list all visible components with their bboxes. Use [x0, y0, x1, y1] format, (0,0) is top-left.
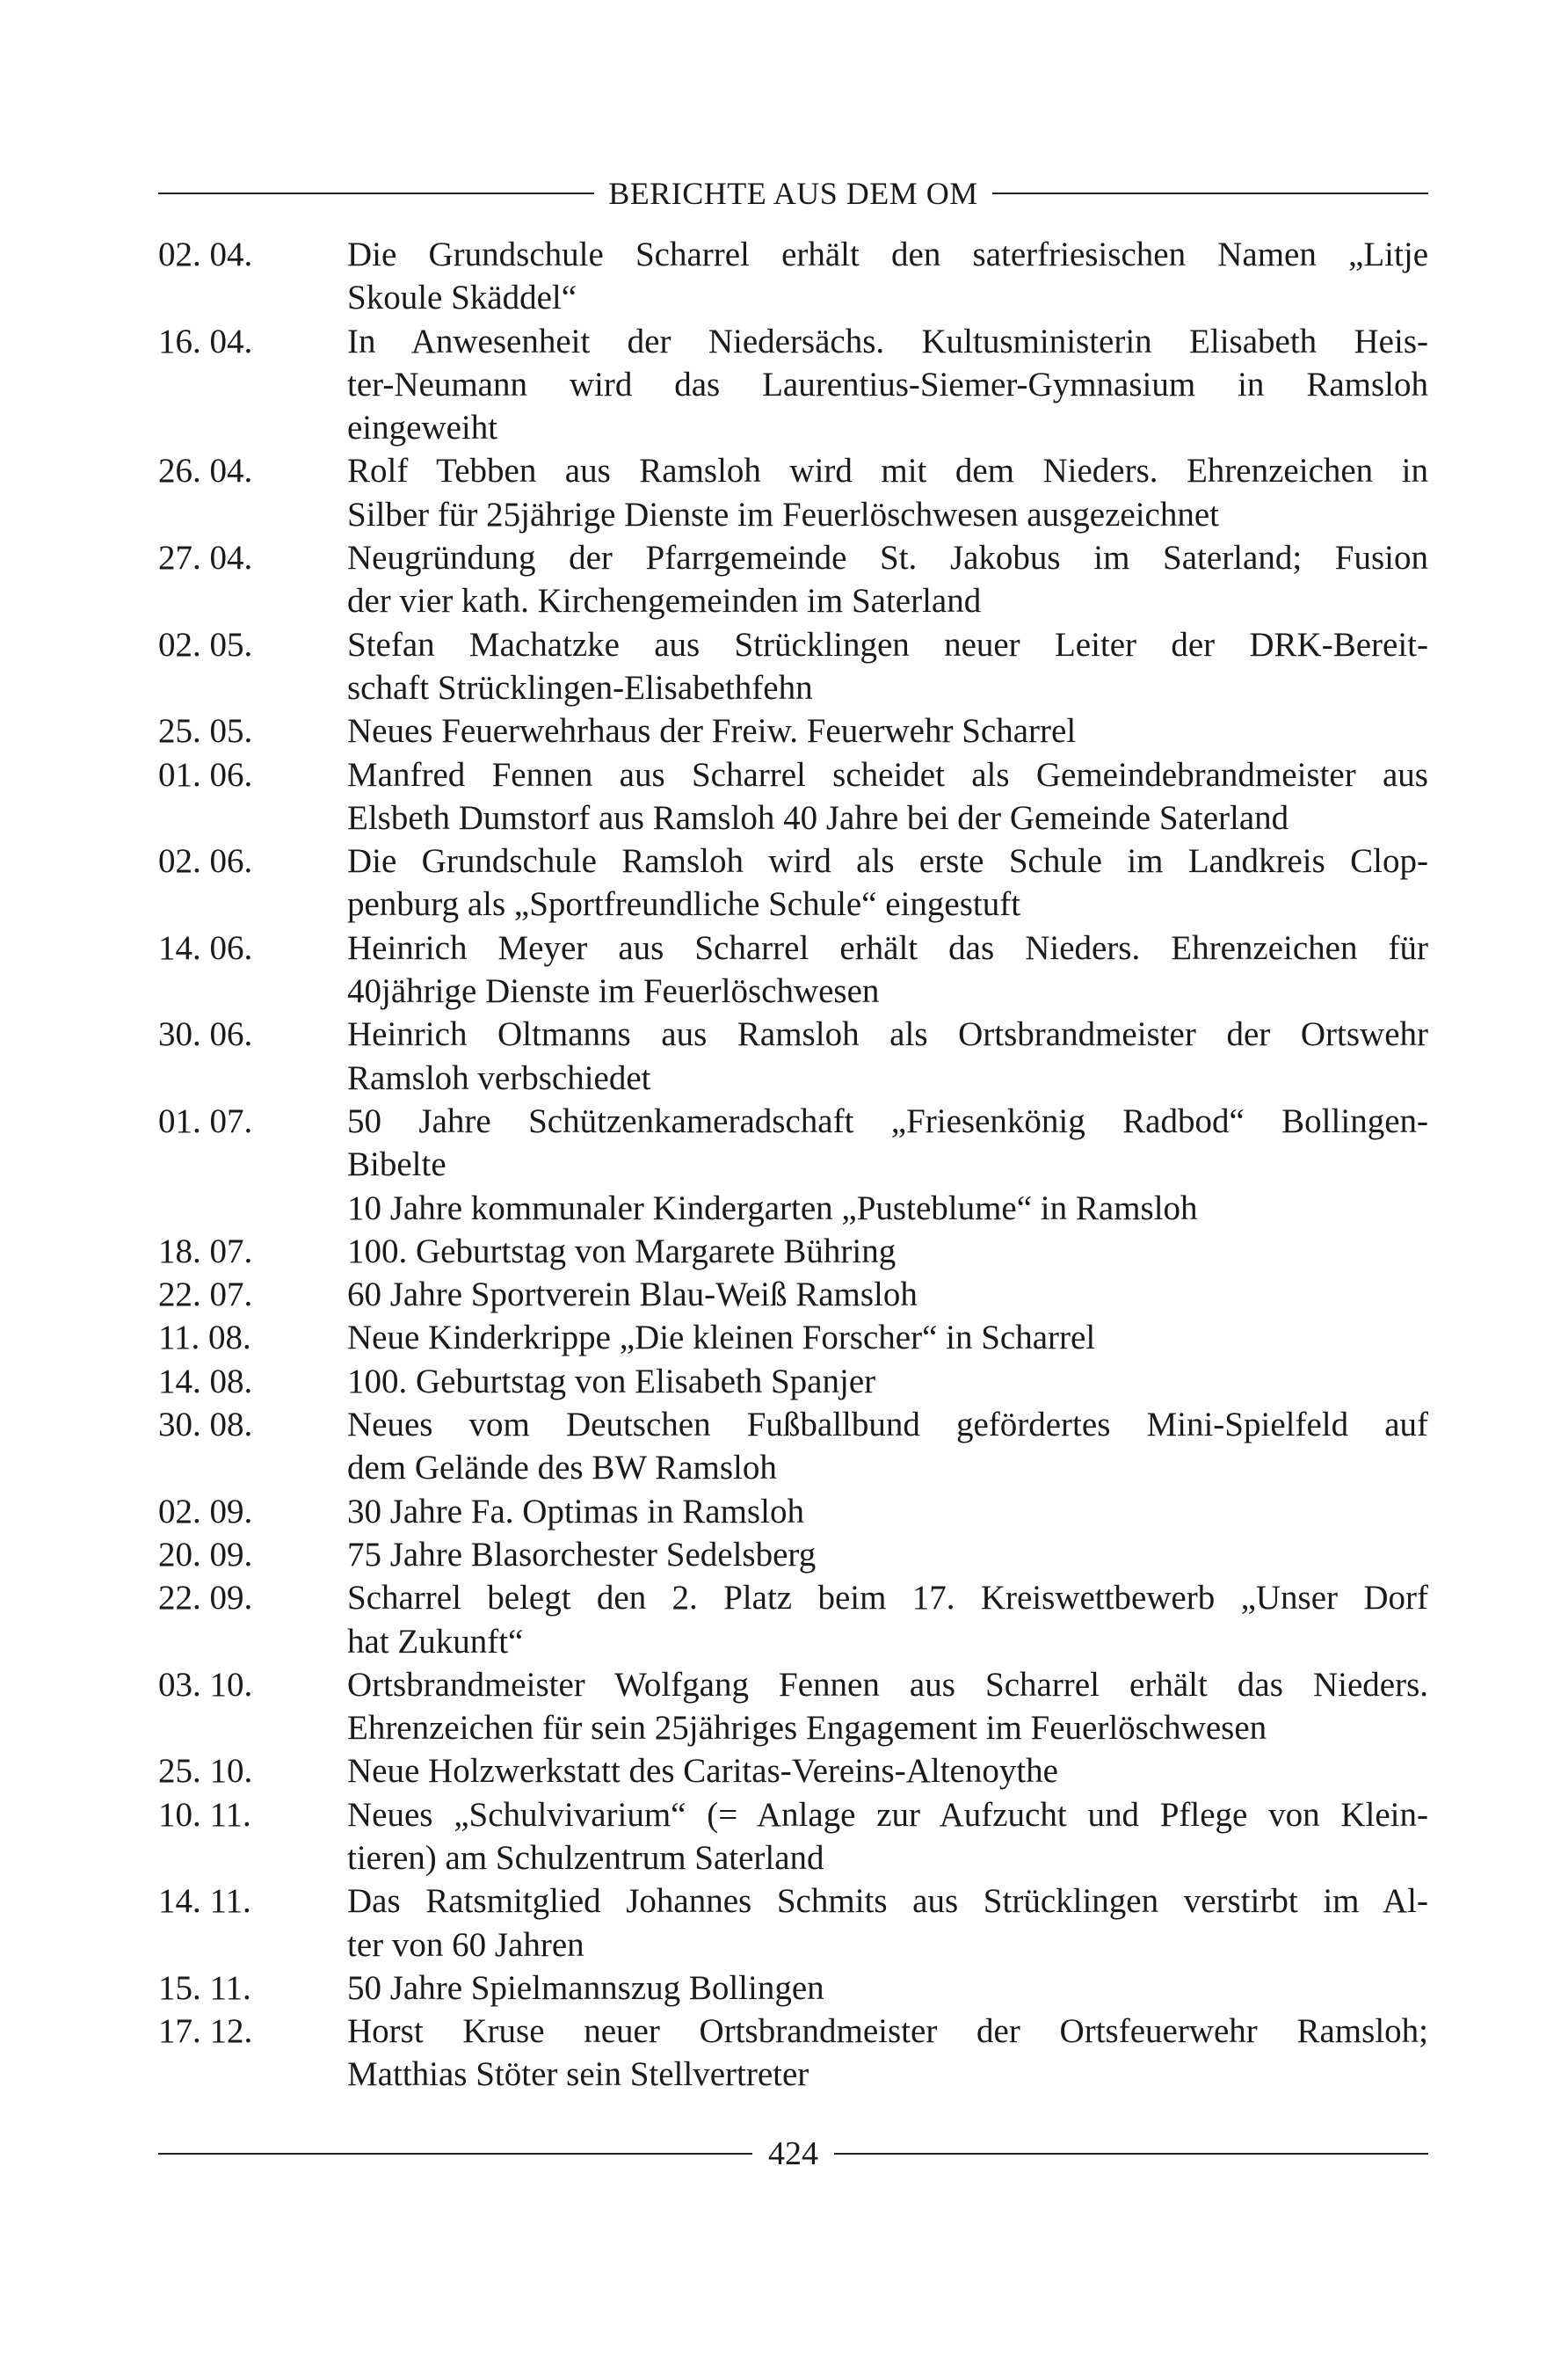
entry-date: 02. 06. [158, 842, 253, 881]
entry-text [347, 1490, 1428, 1533]
entry-text [347, 1316, 1428, 1359]
chronicle-entry [158, 1360, 1428, 1403]
entry-text-line: Neue Kinderkrippe „Die kleinen Forscher“ in Scharrel [347, 1319, 1096, 1357]
entry-text-line: Neue Holzwerkstatt des Caritas-Vereins-Altenoythe [347, 1752, 1058, 1791]
entry-text-line: Stefan Machatzke aus Strücklingen neuer Leiter der DRK-Bereit- [347, 625, 1428, 664]
chronicle-entry [158, 709, 1428, 752]
entry-text-line: dem Gelände des BW Ramsloh [347, 1449, 777, 1487]
entry-text-line: 100. Geburtstag von Elisabeth Spanjer [347, 1362, 876, 1400]
entry-text-line: penburg als „Sportfreundliche Schule“ eingestuft [347, 885, 1021, 924]
chronicle-entry [158, 1663, 1428, 1750]
entry-text-line: Neues „Schulvivarium“ (= Anlage zur Aufzucht und Pflege von Klein- [347, 1795, 1428, 1834]
entry-text-line: Ramsloh verbschiedet [347, 1058, 651, 1097]
entry-text-line: der vier kath. Kirchengemeinden im Saterland [347, 582, 982, 621]
entry-date: 22. 07. [158, 1276, 253, 1314]
entry-date: 30. 08. [158, 1406, 253, 1444]
entry-text-line: Die Grundschule Scharrel erhält den saterfriesischen Namen „Litje [347, 236, 1428, 273]
entry-date: 02. 05. [158, 625, 253, 664]
entry-text [347, 1273, 1428, 1316]
entry-text [347, 1533, 1428, 1576]
entry-text [347, 1749, 1428, 1792]
entry-text-line: 10 Jahre kommunaler Kindergarten „Pusteblume“ in Ramsloh [347, 1189, 1198, 1227]
entry-date: 10. 11. [158, 1795, 251, 1834]
entry-date: 14. 08. [158, 1362, 253, 1400]
entry-text [347, 1793, 1428, 1880]
entry-text-line: 40jährige Dienste im Feuerlöschwesen [347, 972, 880, 1011]
entry-text-line: schaft Strücklingen-Elisabethfehn [347, 668, 813, 707]
chronicle-entry [158, 449, 1428, 536]
entry-text-line: Skoule Skäddel“ [347, 279, 577, 317]
chronicle-entry [158, 1793, 1428, 1880]
entry-text [347, 623, 1428, 710]
entry-date: 01. 07. [158, 1101, 253, 1140]
entry-text-line: ter von 60 Jahren [347, 1925, 584, 1964]
entry-text [347, 320, 1428, 450]
entry-date: 02. 09. [158, 1492, 253, 1530]
entry-text [347, 2010, 1428, 2097]
chronicle-entry [158, 1403, 1428, 1490]
entry-text [347, 449, 1428, 536]
entry-text-line: Heinrich Oltmanns aus Ramsloh als Ortsbrandmeister der Ortswehr [347, 1015, 1428, 1054]
entry-text [347, 1100, 1428, 1230]
entry-date: 18. 07. [158, 1232, 253, 1270]
entry-text-line: Neues Feuerwehrhaus der Freiw. Feuerwehr Scharrel [347, 712, 1077, 751]
chronicle-entry [158, 753, 1428, 840]
entry-date: 20. 09. [158, 1535, 253, 1574]
chronicle-entry [158, 927, 1428, 1014]
chronicle-entry [158, 1576, 1428, 1663]
header-rule-left [158, 193, 594, 194]
entry-text-line: 75 Jahre Blasorchester Sedelsberg [347, 1535, 817, 1574]
running-title: BERICHTE AUS DEM OM [608, 176, 978, 211]
entry-text-line: 50 Jahre Spielmannszug Bollingen [347, 1968, 824, 2007]
entry-text [347, 1576, 1428, 1663]
entry-text [347, 536, 1428, 623]
entry-text-line: Silber für 25jährige Dienste im Feuerlöschwesen ausgezeichnet [347, 495, 1220, 534]
chronicle-entry [158, 1100, 1428, 1230]
entry-text [347, 1967, 1428, 2010]
entry-text-line: Neugründung der Pfarrgemeinde St. Jakobus im Saterland; Fusion [347, 539, 1428, 578]
document-page [158, 0, 1428, 2370]
running-header [158, 167, 1428, 220]
entry-text-line: Matthias Stöter sein Stellvertreter [347, 2055, 809, 2094]
footer-rule-left [158, 2153, 752, 2155]
entry-text-line: eingeweiht [347, 409, 498, 447]
entry-text-line: Die Grundschule Ramsloh wird als erste Schule im Landkreis Clop- [347, 842, 1428, 881]
entry-date: 27. 04. [158, 539, 253, 578]
chronicle-entry [158, 233, 1428, 320]
chronicle-entry [158, 1230, 1428, 1273]
entry-text-line: tieren) am Schulzentrum Saterland [347, 1838, 824, 1877]
entry-date: 16. 04. [158, 322, 253, 360]
entry-text-line: Elsbeth Dumstorf aus Ramsloh 40 Jahre bei der Gemeinde Saterland [347, 798, 1289, 837]
chronicle-list [158, 233, 1428, 2097]
entry-date: 22. 09. [158, 1579, 253, 1618]
entry-text [347, 233, 1428, 320]
entry-text [347, 1360, 1428, 1403]
entry-text [347, 753, 1428, 840]
entry-text [347, 1879, 1428, 1967]
entry-text-line: Ehrenzeichen für sein 25jähriges Engagement im Feuerlöschwesen [347, 1709, 1267, 1748]
entry-text-line: Manfred Fennen aus Scharrel scheidet als Gemeindebrandmeister aus [347, 755, 1428, 794]
entry-text-line: 60 Jahre Sportverein Blau-Weiß Ramsloh [347, 1276, 918, 1314]
entry-text-line: Horst Kruse neuer Ortsbrandmeister der Ortsfeuerwehr Ramsloh; [347, 2012, 1428, 2051]
chronicle-entry [158, 2010, 1428, 2097]
entry-date: 11. 08. [158, 1319, 251, 1357]
entry-date: 30. 06. [158, 1015, 253, 1054]
entry-text-line: Rolf Tebben aus Ramsloh wird mit dem Nieders. Ehrenzeichen in [347, 452, 1428, 491]
entry-text [347, 927, 1428, 1014]
entry-date: 14. 11. [158, 1882, 251, 1921]
entry-text [347, 1663, 1428, 1750]
chronicle-entry [158, 1879, 1428, 1967]
chronicle-entry [158, 1316, 1428, 1359]
chronicle-entry [158, 1273, 1428, 1316]
chronicle-entry [158, 536, 1428, 623]
footer-rule-right [834, 2153, 1428, 2155]
entry-text-line: ter-Neumann wird das Laurentius-Siemer-Gymnasium in Ramsloh [347, 365, 1428, 403]
chronicle-entry [158, 1967, 1428, 2010]
header-rule-right [992, 193, 1428, 194]
page-footer [158, 2132, 1428, 2176]
chronicle-entry [158, 623, 1428, 710]
chronicle-entry [158, 840, 1428, 927]
entry-date: 25. 10. [158, 1752, 253, 1791]
entry-text-line: 30 Jahre Fa. Optimas in Ramsloh [347, 1492, 804, 1530]
chronicle-entry [158, 1490, 1428, 1533]
entry-text [347, 709, 1428, 752]
entry-text-line: Das Ratsmitglied Johannes Schmits aus Strücklingen verstirbt im Al- [347, 1882, 1428, 1921]
entry-date: 02. 04. [158, 236, 253, 273]
entry-text-line: Ortsbrandmeister Wolfgang Fennen aus Scharrel erhält das Nieders. [347, 1665, 1428, 1704]
entry-text-line: hat Zukunft“ [347, 1622, 524, 1661]
chronicle-entry [158, 320, 1428, 450]
entry-date: 25. 05. [158, 712, 253, 751]
chronicle-entry [158, 1749, 1428, 1792]
entry-text-line: Heinrich Meyer aus Scharrel erhält das Nieders. Ehrenzeichen für [347, 928, 1428, 967]
entry-text [347, 1230, 1428, 1273]
entry-text-line: In Anwesenheit der Niedersächs. Kultusministerin Elisabeth Heis- [347, 322, 1428, 360]
entry-text-line: 100. Geburtstag von Margarete Bühring [347, 1232, 897, 1270]
chronicle-entry [158, 1013, 1428, 1100]
page-number: 424 [768, 2135, 818, 2172]
entry-date: 15. 11. [158, 1968, 251, 2007]
entry-text-line: Bibelte [347, 1145, 446, 1184]
entry-text-line: Scharrel belegt den 2. Platz beim 17. Kreiswettbewerb „Unser Dorf [347, 1579, 1428, 1618]
chronicle-entry [158, 1533, 1428, 1576]
entry-date: 03. 10. [158, 1665, 253, 1704]
entry-text [347, 840, 1428, 927]
entry-text-line: 50 Jahre Schützenkameradschaft „Friesenkönig Radbod“ Bollingen- [347, 1101, 1428, 1140]
entry-text [347, 1403, 1428, 1490]
entry-date: 01. 06. [158, 755, 253, 794]
entry-date: 26. 04. [158, 452, 253, 491]
entry-date: 17. 12. [158, 2012, 253, 2051]
entry-text-line: Neues vom Deutschen Fußballbund gefördertes Mini-Spielfeld auf [347, 1406, 1428, 1444]
entry-text [347, 1013, 1428, 1100]
entry-date: 14. 06. [158, 928, 253, 967]
